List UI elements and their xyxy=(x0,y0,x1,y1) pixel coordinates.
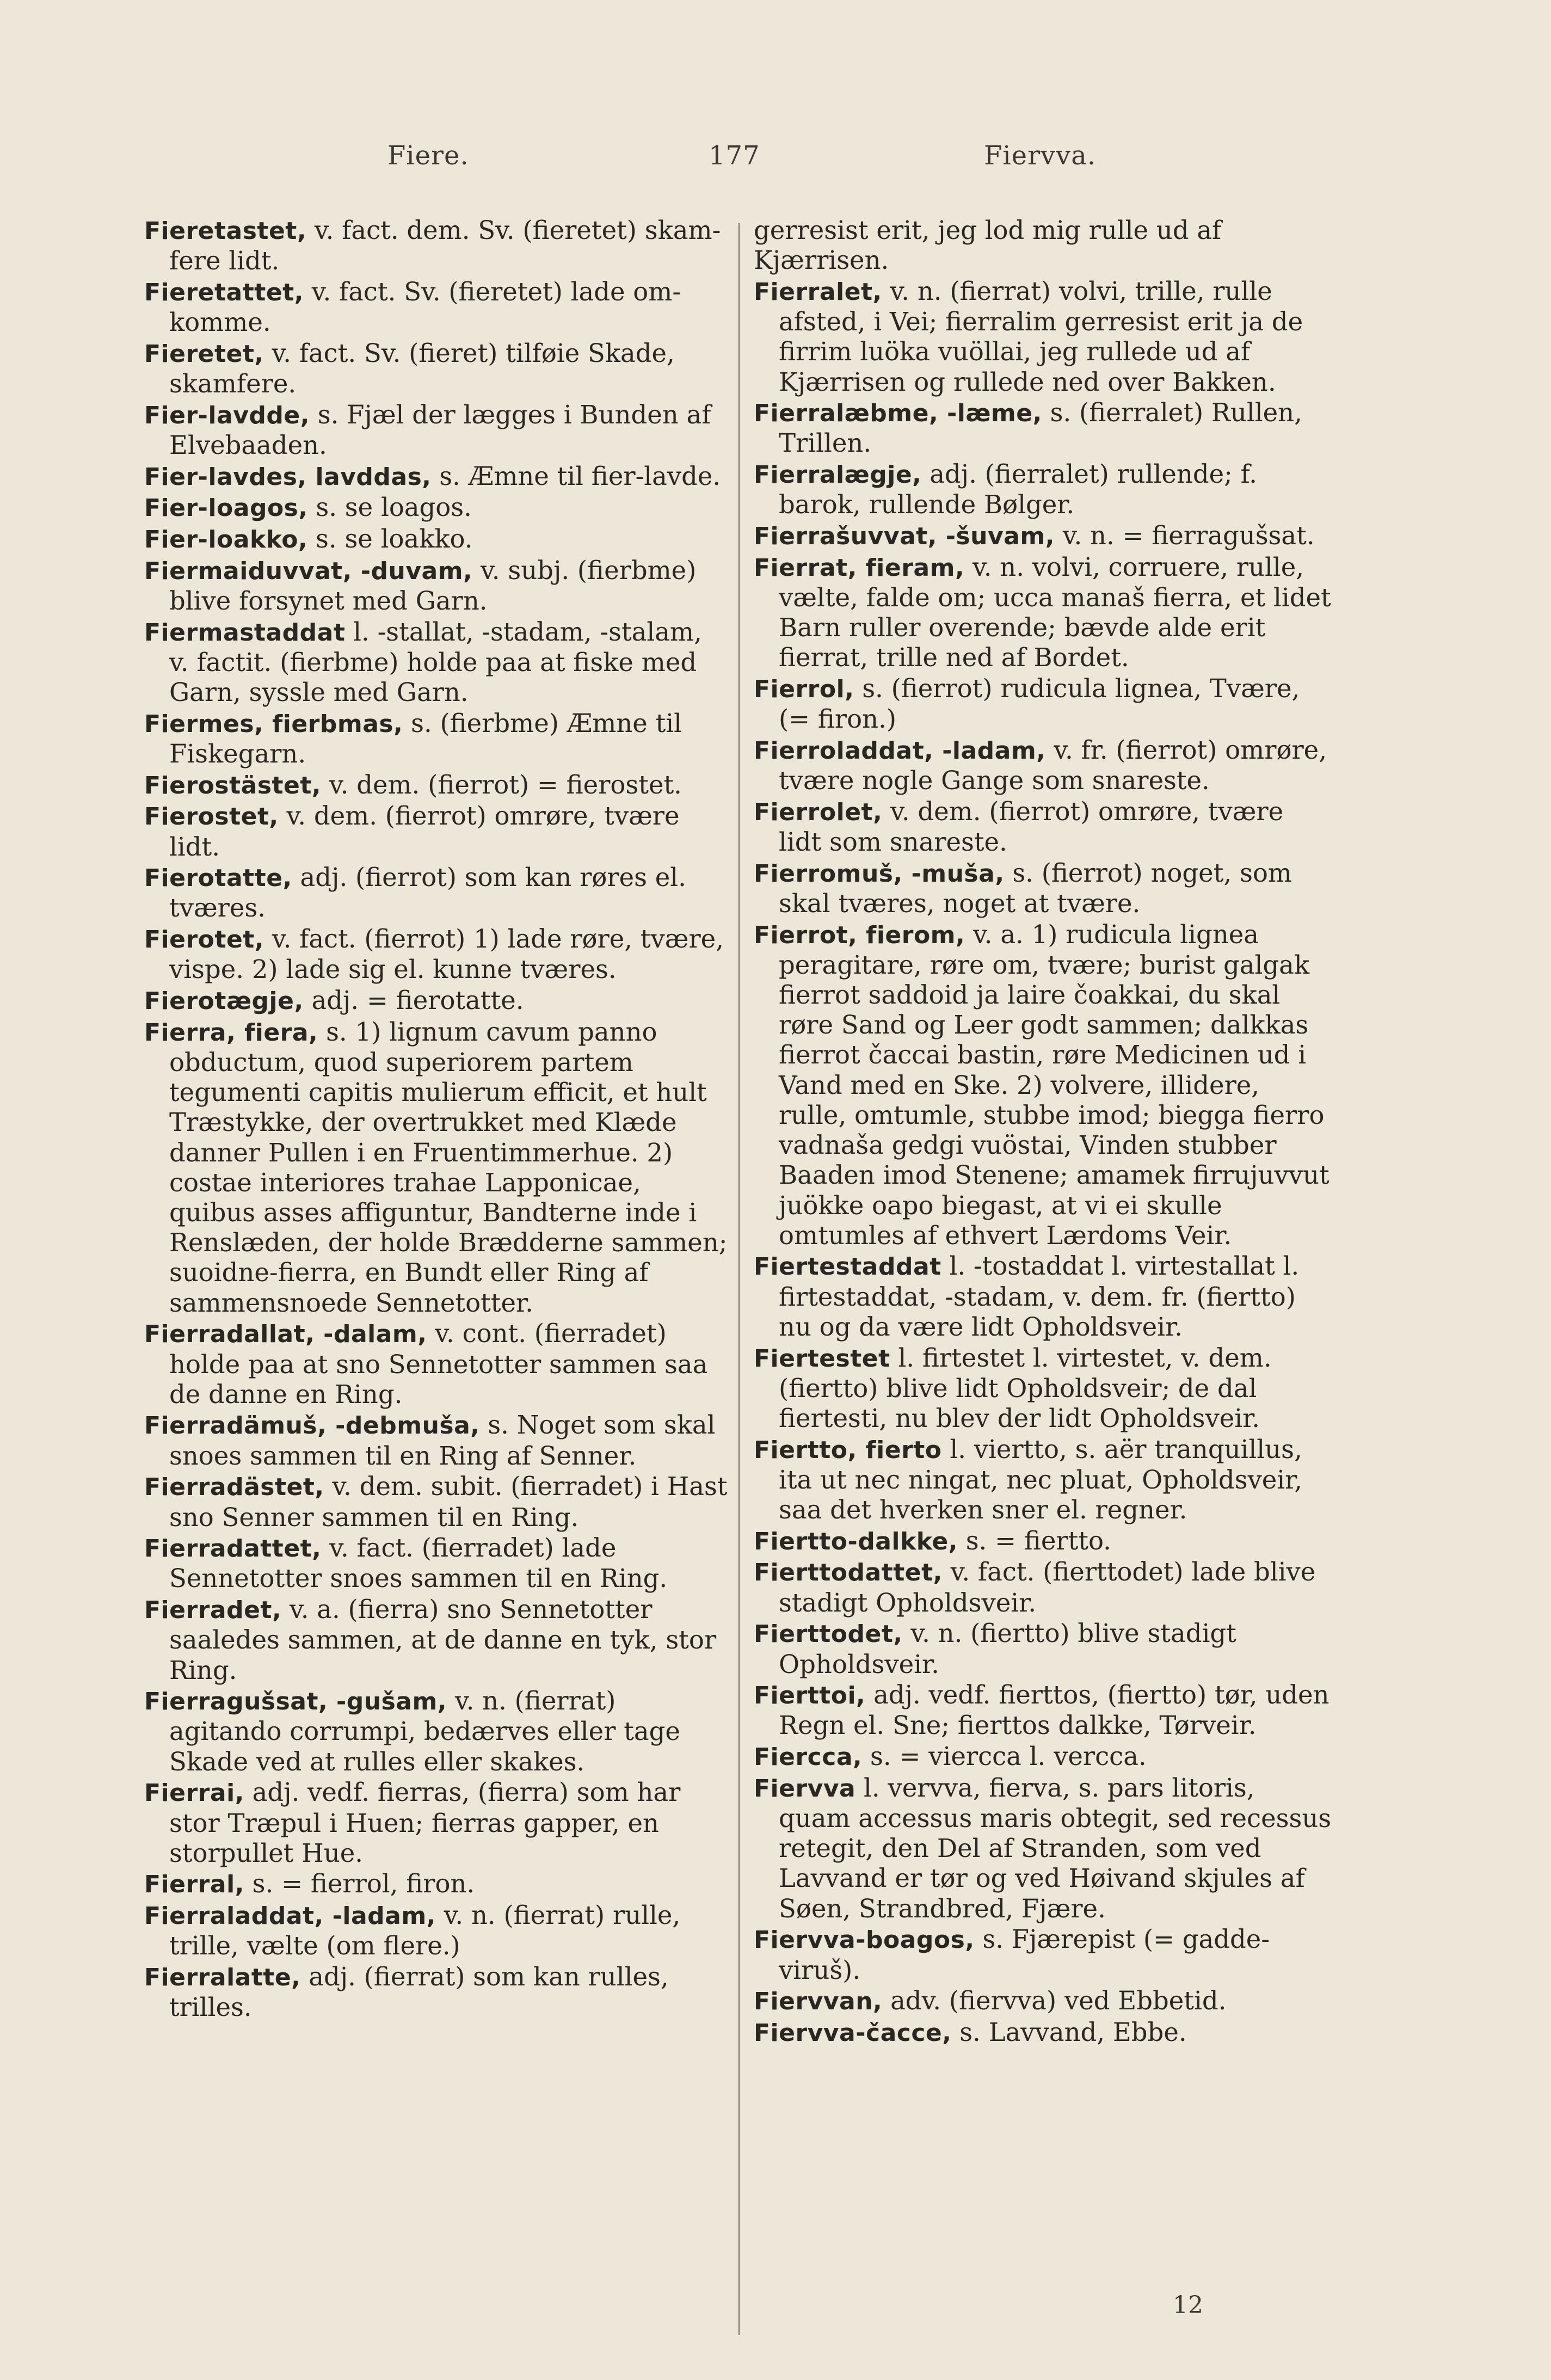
entry-definition: s. (fierralet) Rullen, Trillen. xyxy=(779,398,1302,458)
dictionary-entry xyxy=(754,858,1332,919)
entry-definition: v. fr. (fierrot) omrøre, tvære nogle Gange som snareste. xyxy=(779,735,1327,796)
entry-headword: Fierromuš, -muša, xyxy=(754,859,1005,888)
dictionary-entry xyxy=(754,1773,1332,1924)
entry-headword: Fierrai, xyxy=(144,1779,244,1807)
entry-definition: v. n. volvi, corruere, rulle, vælte, falde om; ucca manaš fierra, et lidet Barn ruller overende; bævde alde erit fierrat, trille ned af Bordet. xyxy=(779,552,1331,673)
dictionary-entry xyxy=(144,400,728,460)
entry-definition: v. n. (fierrat) rulle, trille, vælte (om flere.) xyxy=(169,1901,681,1961)
entry-headword: Fiertto, fierto xyxy=(754,1436,942,1464)
dictionary-entry xyxy=(144,1778,728,1868)
dictionary-entry xyxy=(144,986,728,1016)
entry-headword: Fieretet, xyxy=(144,340,264,368)
header-left-guideword: Fiere. xyxy=(387,140,469,171)
dictionary-entry xyxy=(144,801,728,862)
entry-definition: v. fact. Sv. (fieret) tilføie Skade, skamfere. xyxy=(169,338,675,399)
entry-definition: s. Fjærepist (= gadde-viruš). xyxy=(779,1924,1270,1985)
right-column xyxy=(754,216,1332,2049)
entry-headword: Fierralægje, xyxy=(754,461,922,489)
dictionary-entry xyxy=(144,1017,728,1318)
dictionary-entry xyxy=(144,524,728,555)
entry-definition: s. Æmne til fier-lavde. xyxy=(439,461,721,491)
entry-headword: Fierralet, xyxy=(754,278,882,306)
entry-headword: Fiervva-čacce, xyxy=(754,2019,952,2047)
dictionary-entry xyxy=(144,1962,728,2022)
dictionary-entry xyxy=(754,2018,1332,2048)
dictionary-entry xyxy=(144,493,728,523)
entry-continuation: gerresist erit, jeg lod mig rulle ud af Kjærrisen. xyxy=(754,216,1222,275)
dictionary-entry xyxy=(754,1526,1332,1557)
entry-definition: l. viertto, s. aër tranquillus, ita ut nec ningat, nec pluat, Opholdsveir, saa det hverken sner el. regner. xyxy=(779,1434,1303,1525)
entry-definition: s. Lavvand, Ebbe. xyxy=(959,2017,1187,2047)
entry-definition: l. vervva, fierva, s. pars litoris, quam accessus maris obtegit, sed recessus retegit, den Del af Stranden, som ved Lavvand er tør og ved Høivand skjules af Søen, Strandbred, Fjære. xyxy=(779,1773,1332,1923)
entry-headword: Fier-lavdes, lavddas, xyxy=(144,463,432,491)
dictionary-entry xyxy=(144,863,728,923)
entry-definition: adv. (fiervva) ved Ebbetid. xyxy=(890,1986,1227,2016)
entry-headword: Fierttoi, xyxy=(754,1682,866,1710)
dictionary-entry xyxy=(144,1472,728,1532)
entry-definition: l. firtestet l. virtestet, v. dem. (fiertto) blive lidt Opholdsveir; de dal fiertesti, nu blev der lidt Opholdsveir. xyxy=(779,1343,1272,1433)
entry-definition: v. n. (fiertto) blive stadigt Opholdsveir. xyxy=(779,1619,1236,1679)
dictionary-entry xyxy=(754,1986,1332,2016)
entry-definition: adj. vedf. fierttos, (fiertto) tør, uden Regn el. Sne; fierttos dalkke, Tørveir. xyxy=(779,1680,1330,1741)
entry-definition: v. fact. (fierradet) lade Sennetotter snoes sammen til en Ring. xyxy=(169,1533,668,1594)
entry-definition: s. Noget som skal snoes sammen til en Ring af Senner. xyxy=(169,1410,716,1471)
entry-definition: s. = fierrol, firon. xyxy=(252,1869,475,1899)
entry-definition: s. se loakko. xyxy=(316,524,473,554)
dictionary-entry xyxy=(144,277,728,337)
entry-definition: s. Fjæl der lægges i Bunden af Elvebaaden. xyxy=(169,399,711,460)
entry-definition: adj. (fierrot) som kan røres el. tværes. xyxy=(169,863,686,923)
entry-definition: v. a. 1) rudicula lignea peragitare, røre om, tvære; burist galgak fierrot saddoid ja laire čoakkai, du skal røre Sand og Leer godt sammen; dalkkas fierrot čaccai bastin, røre Medicinen ud i Vand med en Ske. 2) volvere, illidere, rulle, omtumle, stubbe imod; biegga fierro vadnaša gedgi vuöstai, Vinden stubber Baaden imod Stenene; amamek firrujuvvut juökke oapo biegast, at vi ei skulle omtumles af ethvert Lærdoms Veir. xyxy=(779,919,1330,1250)
entry-definition: adj. (fierralet) rullende; f. barok, rullende Bølger. xyxy=(779,459,1257,520)
dictionary-entry xyxy=(144,1901,728,1961)
entry-headword: Fierradet, xyxy=(144,1596,282,1625)
column-divider xyxy=(738,223,740,2335)
entry-definition: v. dem. (fierrot) omrøre, tvære lidt som snareste. xyxy=(779,796,1284,857)
entry-definition: v. a. (fierra) sno Sennetotter saaledes sammen, at de danne en tyk, stor Ring. xyxy=(169,1595,717,1685)
entry-headword: Fierradämuš, -debmuša, xyxy=(144,1412,480,1440)
entry-headword: Fierotatte, xyxy=(144,864,292,893)
dictionary-entry xyxy=(144,770,728,801)
entry-headword: Fieretattet, xyxy=(144,278,304,306)
entry-definition: s. (fierbme) Æmne til Fiskegarn. xyxy=(169,708,682,768)
dictionary-entry xyxy=(754,1742,1332,1772)
dictionary-entry xyxy=(144,1869,728,1899)
entry-definition: v. fact. dem. Sv. (fieretet) skam-fere lidt. xyxy=(169,216,721,276)
entry-headword: Fierralæbme, -læme, xyxy=(754,399,1042,428)
running-header xyxy=(0,140,1551,184)
entry-definition: v. n. (fierrat) volvi, trille, rulle afsted, i Vei; fierralim gerresist erit ja de firrim luöka vuöllai, jeg rullede ud af Kjærrisen og rullede ned over Bakken. xyxy=(779,276,1303,397)
entry-definition: v. dem. (fierrot) = fierostet. xyxy=(329,770,682,800)
entry-headword: Fierttodattet, xyxy=(754,1559,943,1587)
entry-definition: v. dem. (fierrot) omrøre, tvære lidt. xyxy=(169,801,680,862)
dictionary-entry xyxy=(144,462,728,492)
entry-headword: Fierral, xyxy=(144,1871,244,1899)
entry-headword: Fiertto-dalkke, xyxy=(754,1527,958,1555)
entry-definition: s. (fierrot) rudicula lignea, Tvære, (= firon.) xyxy=(779,674,1300,734)
page-number: 177 xyxy=(709,140,760,171)
entry-headword: Fierradallat, -dalam, xyxy=(144,1320,427,1349)
dictionary-entry xyxy=(144,617,728,708)
dictionary-entry xyxy=(144,1533,728,1594)
dictionary-entry xyxy=(144,556,728,616)
dictionary-entry xyxy=(754,674,1332,734)
entry-definition: s. se loagos. xyxy=(316,493,472,522)
entry-headword: Fiercca, xyxy=(754,1743,863,1772)
dictionary-entry xyxy=(754,521,1332,551)
dictionary-entry xyxy=(754,920,1332,1251)
dictionary-entry xyxy=(144,924,728,985)
entry-headword: Fieretastet, xyxy=(144,217,307,245)
dictionary-entry xyxy=(754,1251,1332,1342)
dictionary-entry xyxy=(754,1619,1332,1679)
entry-headword: Fiervva xyxy=(754,1774,856,1803)
entry-headword: Fierrašuvvat, -šuvam, xyxy=(754,522,1055,551)
dictionary-entry xyxy=(754,552,1332,673)
entry-definition: s. (fierrot) noget, som skal tværes, noget at tvære. xyxy=(779,858,1292,918)
entry-definition: v. fact. (fierrot) 1) lade røre, tvære, vispe. 2) lade sig el. kunne tværes. xyxy=(169,924,724,985)
dictionary-entry xyxy=(754,797,1332,857)
entry-definition: adj. vedf. fierras, (fierra) som har stor Træpul i Huen; fierras gapper, en storpullet Hue. xyxy=(169,1778,681,1868)
entry-headword: Fier-lavdde, xyxy=(144,401,310,429)
entry-headword: Fiermaiduvvat, -duvam, xyxy=(144,557,473,585)
dictionary-entry xyxy=(754,459,1332,520)
dictionary-entry xyxy=(754,398,1332,458)
entry-headword: Fiermastaddat xyxy=(144,618,346,647)
dictionary-entry xyxy=(754,735,1332,796)
entry-headword: Fierrot, fierom, xyxy=(754,921,965,949)
entry-headword: Fier-loagos, xyxy=(144,494,308,522)
entry-headword: Fiertestet xyxy=(754,1344,890,1373)
entry-headword: Fierotet, xyxy=(144,926,264,954)
entry-headword: Fiervvan, xyxy=(754,1988,883,2016)
entry-headword: Fierttodet, xyxy=(754,1620,903,1649)
entry-definition: v. n. (fierrat) agitando corrumpi, bedærves eller tage Skade ved at rulles eller skakes. xyxy=(169,1686,680,1776)
entry-headword: Fierrat, fieram, xyxy=(754,554,965,582)
entry-headword: Fier-loakko, xyxy=(144,526,308,554)
entry-headword: Fiervva-boagos, xyxy=(754,1926,975,1954)
entry-headword: Fierradattet, xyxy=(144,1535,322,1563)
entry-definition: v. n. = fierragušsat. xyxy=(1062,521,1315,551)
entry-headword: Fierotægje, xyxy=(144,987,304,1016)
entry-headword: Fierrol, xyxy=(754,675,854,704)
dictionary-entry xyxy=(754,276,1332,397)
entry-headword: Fierraladdat, -ladam, xyxy=(144,1902,436,1930)
dictionary-entry xyxy=(754,1557,1332,1618)
dictionary-entry xyxy=(144,1319,728,1410)
entry-headword: Fierroladdat, -ladam, xyxy=(754,736,1046,765)
entry-definition: l. -tostaddat l. virtestallat l. firtestaddat, -stadam, v. dem. fr. (fiertto) nu og da være lidt Opholdsveir. xyxy=(779,1251,1300,1342)
left-column xyxy=(144,216,728,2024)
dictionary-entry xyxy=(144,1410,728,1471)
entry-definition: v. cont. (fierradet) holde paa at sno Sennetotter sammen saa de danne en Ring. xyxy=(169,1319,708,1409)
entry-definition: v. subj. (fierbme) blive forsynet med Garn. xyxy=(169,555,697,616)
entry-headword: Fierra, fiera, xyxy=(144,1018,318,1047)
entry-definition: adj. (fierrat) som kan rulles, trilles. xyxy=(169,1962,669,2022)
header-right-guideword: Fiervva. xyxy=(984,140,1097,171)
entry-definition: l. -stallat, -stadam, -stalam, v. factit. (fierbme) holde paa at fiske med Garn, syssle med Garn. xyxy=(169,617,702,708)
signature-mark: 12 xyxy=(1173,2291,1203,2319)
entry-headword: Fiermes, fierbmas, xyxy=(144,710,403,738)
entry-definition: s. 1) lignum cavum panno obductum, quod superiorem partem tegumenti capitis mulierum efficit, et hult Træstykke, der overtrukket med Klæde danner Pullen i en Fruentimmerhue. 2) costae interiores trahae Lapponicae, quibus asses affiguntur, Bandterne inde i Renslæden, der holde Brædderne sammen; suoidne-fierra, en Bundt eller Ring af sammensnoede Sennetotter. xyxy=(169,1017,728,1318)
dictionary-entry xyxy=(754,1435,1332,1526)
dictionary-entry xyxy=(754,1924,1332,1985)
entry-definition: s. = fiertto. xyxy=(965,1526,1111,1555)
entry-definition: v. dem. subit. (fierradet) i Hast sno Senner sammen til en Ring. xyxy=(169,1472,728,1532)
entry-headword: Fierragušsat, -gušam, xyxy=(144,1688,447,1716)
dictionary-entry xyxy=(144,1686,728,1777)
entry-definition: v. fact. (fierttodet) lade blive stadigt Opholdsveir. xyxy=(779,1557,1316,1618)
entry-headword: Fierostet, xyxy=(144,803,279,831)
dictionary-entry xyxy=(754,1343,1332,1434)
entry-definition: adj. = fierotatte. xyxy=(311,986,524,1016)
dictionary-entry xyxy=(754,1680,1332,1741)
entry-headword: Fierrolet, xyxy=(754,798,883,826)
entry-definition: v. fact. Sv. (fieretet) lade om-komme. xyxy=(169,276,681,337)
entry-headword: Fierostästet, xyxy=(144,771,322,800)
dictionary-entry xyxy=(144,216,728,276)
dictionary-entry xyxy=(144,339,728,399)
dictionary-entry xyxy=(144,1595,728,1686)
entry-headword: Fiertestaddat xyxy=(754,1253,941,1281)
entry-definition: s. = viercca l. vercca. xyxy=(870,1742,1147,1772)
entry-headword: Fierralatte, xyxy=(144,1964,301,1992)
dictionary-entry xyxy=(144,709,728,769)
entry-headword: Fierradästet, xyxy=(144,1473,324,1502)
